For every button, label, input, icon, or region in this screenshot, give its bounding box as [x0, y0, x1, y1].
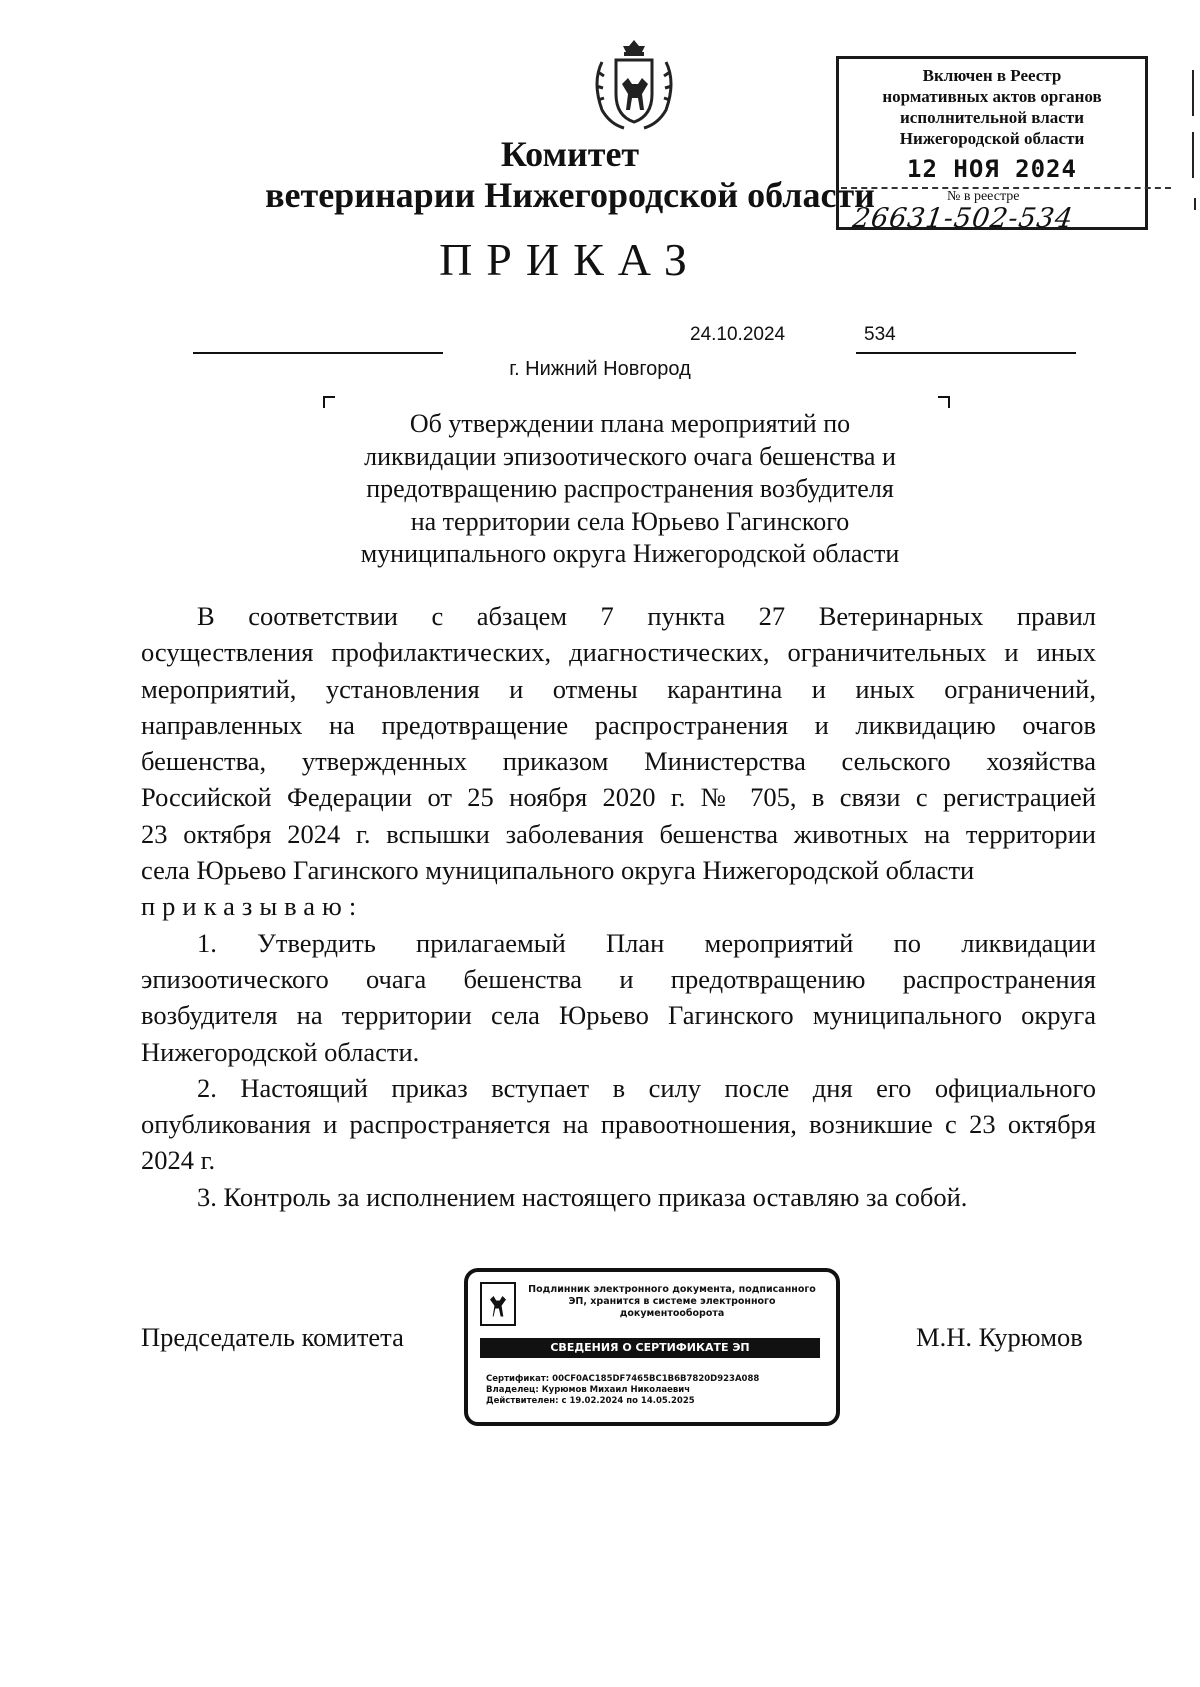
organization-name-line1: Комитет: [500, 134, 640, 174]
title-corner-mark-left: [323, 396, 335, 408]
title-line: Об утверждении плана мероприятий по: [409, 409, 851, 438]
preamble-line: осуществления профилактических, диагностических, ограничительных и иных: [141, 637, 1096, 668]
preamble-line: направленных на предотвращение распространения и ликвидацию очагов: [141, 709, 1096, 740]
item1-line: возбудителя на территории села Юрьево Гагинского муниципального округа: [141, 1000, 1096, 1031]
title-line: ликвидации эпизоотического очага бешенства и: [364, 441, 896, 471]
registry-stamp: [836, 56, 1148, 234]
organization-name-line2: ветеринарии Нижегородской области: [265, 175, 875, 215]
preamble-line: Российской Федерации от 25 ноября 2020 г. № 705, в связи с регистрацией: [141, 782, 1096, 813]
electronic-signature-note: Подлинник электронного документа, подписанного ЭП, хранится в системе электронного документооборота: [528, 1284, 816, 1319]
title-line: предотвращению распространения возбудителя: [366, 474, 894, 503]
item1-line: Нижегородской области.: [141, 1036, 420, 1067]
document-body: [141, 598, 1096, 1215]
edge-mark: [1192, 70, 1194, 116]
coat-of-arms-emblem: [588, 36, 680, 136]
item2-line: 2. Настоящий приказ вступает в силу после дня его официального: [197, 1072, 1096, 1103]
certificate-validity: Действителен: с 19.02.2024 по 14.05.2025: [486, 1396, 695, 1406]
certificate-info-header: СВЕДЕНИЯ О СЕРТИФИКАТЕ ЭП: [480, 1338, 820, 1358]
deer-emblem-icon: [480, 1282, 516, 1326]
item2-line: 2024 г.: [141, 1145, 216, 1176]
preamble-line: 23 октября 2024 г. вспышки заболевания бешенства животных на территории: [141, 818, 1096, 849]
document-title: [300, 408, 960, 571]
certificate-info: [486, 1374, 759, 1407]
registry-stamp-date: 12 НОЯ 2024: [907, 155, 1077, 183]
title-corner-mark-right: [938, 396, 950, 408]
registry-number-label: № в реестре: [947, 189, 1020, 204]
document-number: 534: [864, 324, 896, 345]
document-date: 24.10.2024: [690, 324, 786, 345]
number-underline: [856, 352, 1076, 354]
electronic-signature-stamp: [464, 1268, 840, 1426]
certificate-serial: Сертификат: 00CF0AC185DF7465BC1B6B7820D923A088: [486, 1374, 760, 1384]
item1-line: эпизоотического очага бешенства и предотвращению распространения: [141, 963, 1096, 994]
document-type-heading: ПРИКАЗ: [439, 234, 701, 285]
signatory-name: М.Н. Курюмов: [916, 1322, 1083, 1352]
preamble-line: мероприятий, установления и отмены карантина и иных ограничений,: [141, 673, 1096, 704]
preamble-line: села Юрьево Гагинского муниципального округа Нижегородской области: [141, 855, 975, 886]
preamble-line: бешенства, утвержденных приказом Министерства сельского хозяйства: [141, 746, 1096, 777]
document-place: г. Нижний Новгород: [509, 358, 691, 380]
order-word: приказываю:: [141, 891, 364, 922]
item2-line: опубликования и распространяется на правоотношения, возникшие с 23 октября: [141, 1109, 1096, 1140]
date-underline: [193, 352, 443, 354]
title-line: муниципального округа Нижегородской области: [360, 539, 900, 568]
edge-mark: [1192, 132, 1194, 178]
signatory-position: Председатель комитета: [141, 1322, 404, 1352]
certificate-owner: Владелец: Курюмов Михаил Николаевич: [486, 1385, 691, 1395]
edge-mark: [1194, 198, 1196, 210]
item1-line: 1. Утвердить прилагаемый План мероприятий по ликвидации: [197, 927, 1096, 958]
title-line: на территории села Юрьево Гагинского: [410, 506, 850, 536]
registry-number: 26631-502-534: [850, 203, 1076, 234]
item3-line: 3. Контроль за исполнением настоящего приказа оставляю за собой.: [197, 1181, 968, 1212]
preamble-line: В соответствии с абзацем 7 пункта 27 Ветеринарных правил: [197, 601, 1096, 631]
registry-stamp-text: Включен в Реестр нормативных актов органов исполнительной власти Нижегородской области: [882, 66, 1102, 148]
